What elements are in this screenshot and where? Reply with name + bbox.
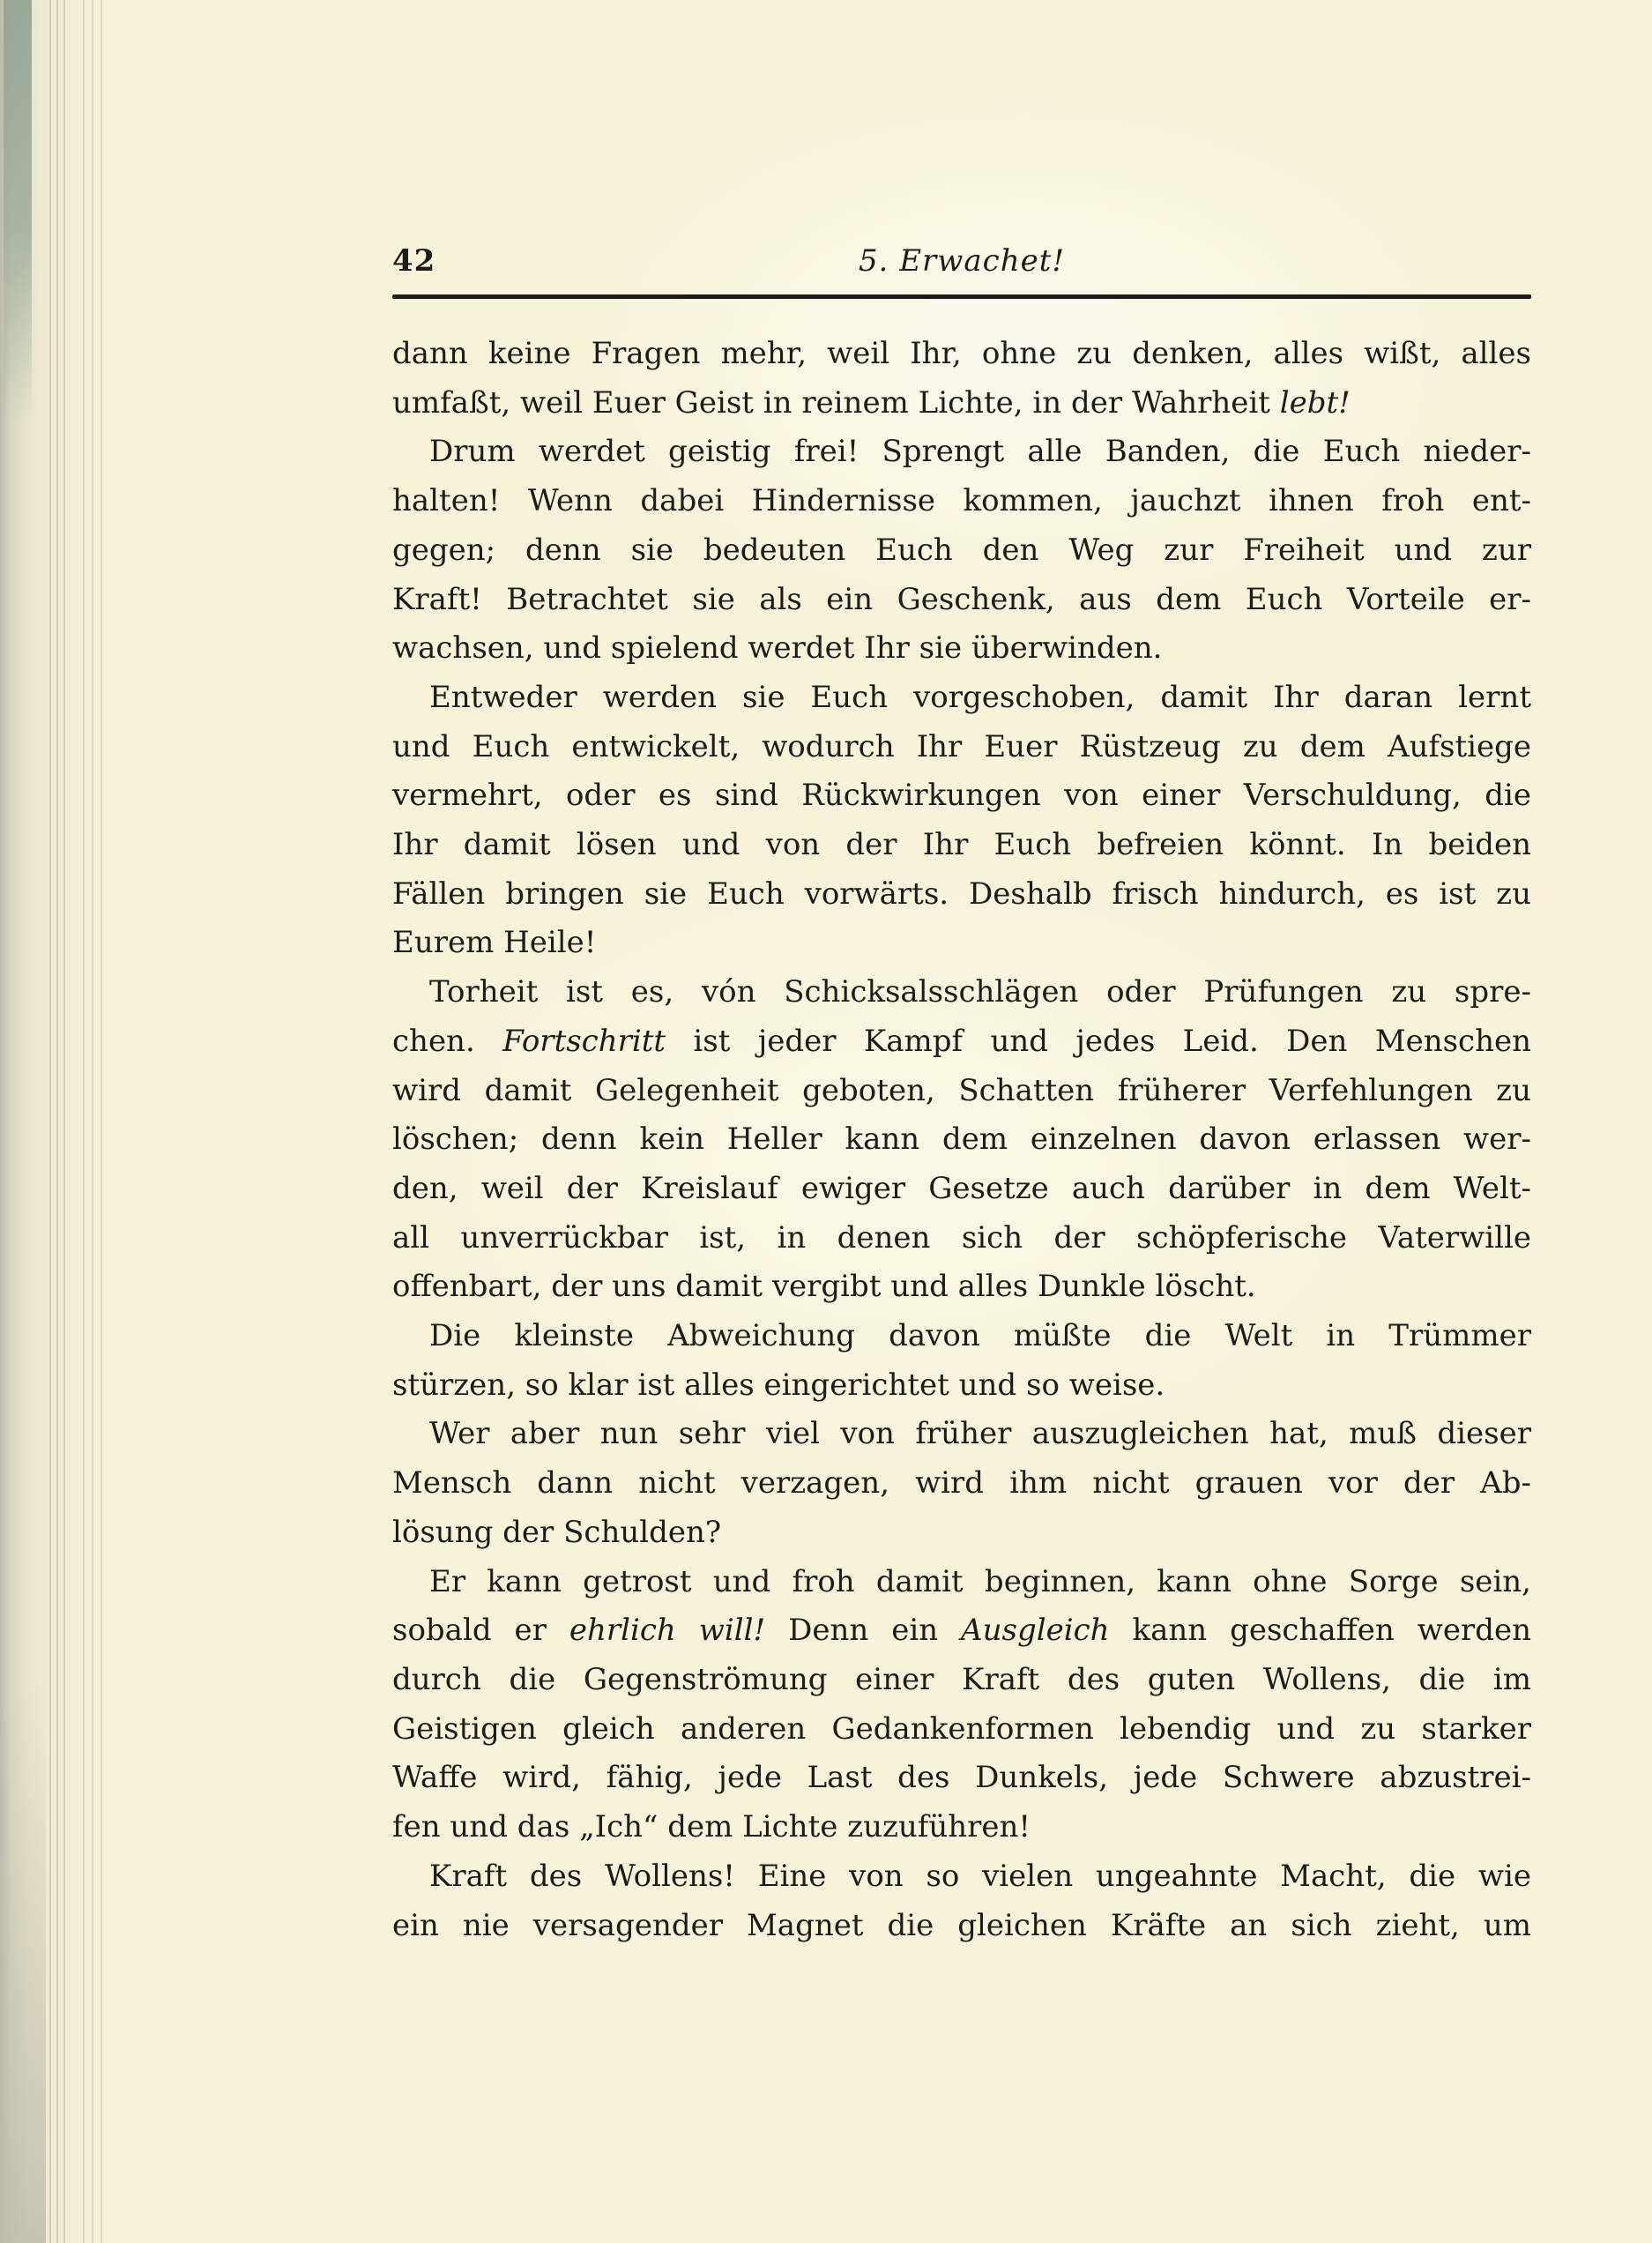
text-line: Die kleinste Abweichung davon müßte die Welt in Trümmer — [429, 1318, 1531, 1354]
text-line: wachsen, und spielend werdet Ihr sie überwinden. — [392, 630, 1163, 667]
binding-shadow-bottom — [0, 1679, 46, 2243]
text-line: vermehrt, oder es sind Rückwirkungen von einer Verschuldung, die — [392, 778, 1531, 814]
text-line: gegen; denn sie bedeuten Euch den Weg zur Freiheit und zur — [392, 532, 1531, 568]
text-line: Ihr damit lösen und von der Ihr Euch befreien könnt. In beiden — [392, 827, 1531, 863]
text-line: und Euch entwickelt, wodurch Ihr Euer Rüstzeug zu dem Aufstiege — [392, 728, 1531, 764]
text-line: Geistigen gleich anderen Gedankenformen lebendig und zu starker — [392, 1710, 1531, 1747]
text-line: offenbart, der uns damit vergibt und alles Dunkle löscht. — [392, 1269, 1256, 1305]
text-line: Kraft! Betrachtet sie als ein Geschenk, aus dem Euch Vorteile er- — [392, 581, 1531, 617]
chapter-title: 5. Erwachet! — [858, 243, 1066, 279]
text-line: Drum werdet geistig frei! Sprengt alle Banden, die Euch nieder- — [429, 434, 1531, 470]
text-line: Wer aber nun sehr viel von früher auszugleichen hat, muß dieser — [429, 1416, 1531, 1452]
text-line: umfaßt, weil Euer Geist in reinem Lichte, in der Wahrheit lebt! — [392, 384, 1351, 421]
text-block — [392, 330, 1531, 1950]
text-line: Mensch dann nicht verzagen, wird ihm nicht grauen vor der Ab- — [392, 1465, 1531, 1502]
text-line: fen und das „Ich“ dem Lichte zuzuführen! — [392, 1809, 1031, 1845]
text-line: ein nie versagender Magnet die gleichen Kräfte an sich zieht, um — [392, 1907, 1531, 1943]
text-line: stürzen, so klar ist alles eingerichtet und so weise. — [392, 1367, 1165, 1403]
text-line: chen. Fortschritt ist jeder Kampf und jedes Leid. Den Menschen — [392, 1023, 1531, 1059]
page-stack-lines — [83, 0, 108, 2243]
text-line: sobald er ehrlich will! Denn ein Ausgleich kann geschaffen werden — [392, 1613, 1531, 1649]
text-line: Eurem Heile! — [392, 925, 597, 961]
text-line: Kraft des Wollens! Eine von so vielen ungeahnte Macht, die wie — [429, 1858, 1531, 1894]
text-line: Torheit ist es, vón Schicksalsschlägen oder Prüfungen zu spre- — [429, 974, 1531, 1010]
text-line: durch die Gegenströmung einer Kraft des guten Wollens, die im — [392, 1661, 1531, 1697]
text-line: löschen; denn kein Heller kann dem einzelnen davon erlassen wer- — [392, 1122, 1531, 1158]
text-line: all unverrückbar ist, in denen sich der schöpferische Vaterwille — [392, 1219, 1531, 1256]
text-line: lösung der Schulden? — [392, 1514, 722, 1550]
page-stack-lines — [49, 0, 71, 2243]
text-line: Waffe wird, fähig, jede Last des Dunkels, jede Schwere abzustrei- — [392, 1760, 1531, 1796]
text-line: den, weil der Kreislauf ewiger Gesetze auch darüber in dem Welt- — [392, 1170, 1531, 1206]
text-line: wird damit Gelegenheit geboten, Schatten früherer Verfehlungen zu — [392, 1072, 1531, 1108]
binding-shadow-top — [4, 0, 32, 423]
text-line: halten! Wenn dabei Hindernisse kommen, jauchzt ihnen froh ent- — [392, 483, 1531, 519]
header-rule — [392, 294, 1531, 299]
text-line: Entweder werden sie Euch vorgeschoben, damit Ihr daran lernt — [429, 679, 1531, 715]
text-line: dann keine Fragen mehr, weil Ihr, ohne zu denken, alles wißt, alles — [392, 336, 1531, 371]
page-number: 42 — [392, 243, 436, 279]
running-head — [392, 243, 1531, 286]
text-line: Fällen bringen sie Euch vorwärts. Deshalb frisch hindurch, es ist zu — [392, 876, 1531, 912]
text-line: Er kann getrost und froh damit beginnen, kann ohne Sorge sein, — [429, 1563, 1531, 1599]
